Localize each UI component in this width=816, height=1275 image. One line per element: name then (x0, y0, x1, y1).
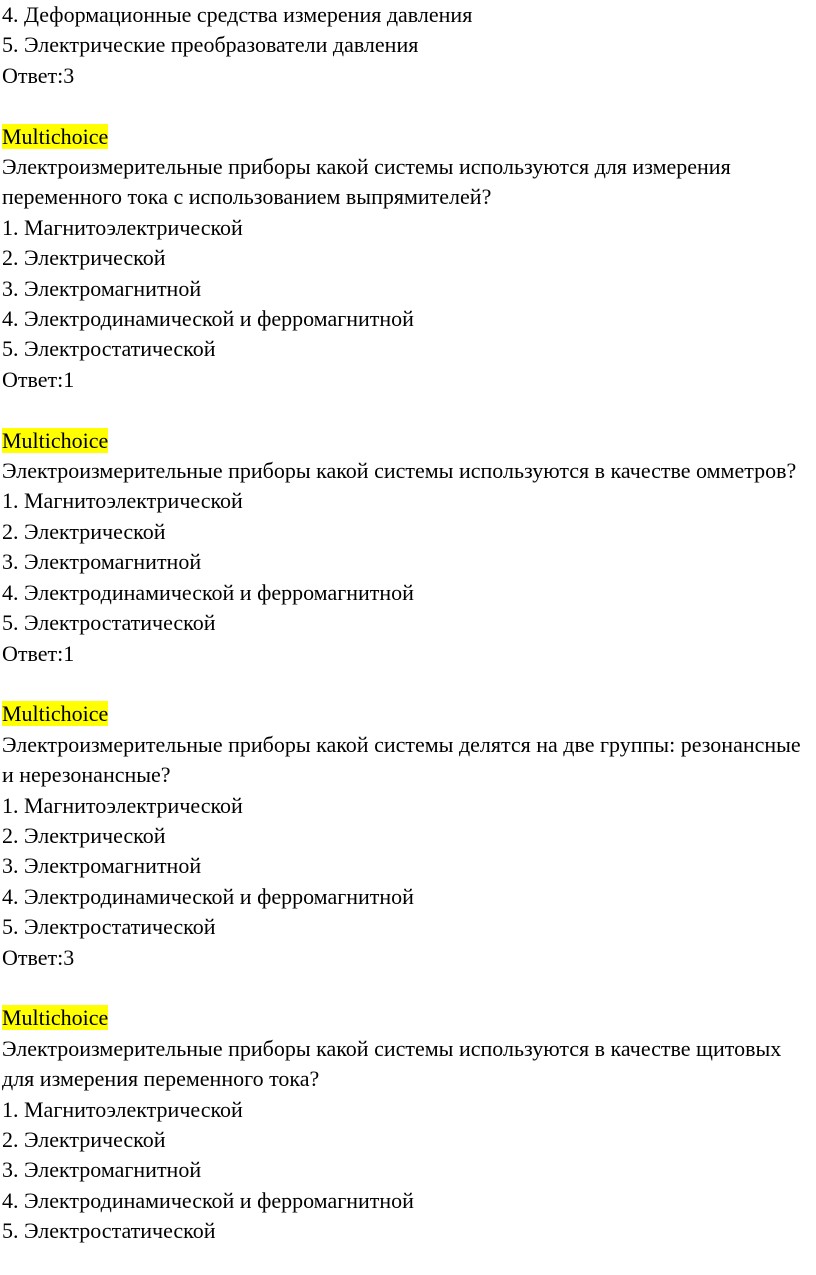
option-item: 5. Электростатической (2, 914, 216, 940)
question-4 (2, 1003, 816, 1246)
option-item: 5. Электростатической (2, 610, 216, 636)
option-item: 1. Магнитоэлектрической (2, 792, 243, 818)
option-item: 3. Электромагнитной (2, 275, 202, 301)
option-item: 5. Электрические преобразователи давления (2, 32, 419, 58)
answer-line: Ответ:3 (2, 62, 75, 88)
spacer (2, 395, 816, 425)
question-type-tag: Multichoice (2, 123, 109, 149)
option-item: 3. Электромагнитной (2, 549, 202, 575)
question-text: Электроизмерительные приборы какой системы используются в качестве щитовых для измерения переменного тока? (2, 1035, 782, 1092)
option-item: 1. Магнитоэлектрической (2, 488, 243, 514)
question-text: Электроизмерительные приборы какой системы делятся на две группы: резонансные и нерезонансные? (2, 731, 801, 788)
option-item: 2. Электрической (2, 245, 166, 271)
answer-line: Ответ:1 (2, 640, 75, 666)
option-item: 1. Магнитоэлектрической (2, 1096, 243, 1122)
option-item: 2. Электрической (2, 822, 166, 848)
question-text: Электроизмерительные приборы какой системы используются для измерения переменного тока с использованием выпрямителей? (2, 154, 731, 210)
answer-line: Ответ:1 (2, 366, 75, 392)
spacer (2, 973, 816, 1003)
option-item: 4. Электродинамической и ферромагнитной (2, 1187, 414, 1213)
question-type-tag: Multichoice (2, 701, 109, 727)
question-3 (2, 699, 816, 973)
option-item: 3. Электромагнитной (2, 1157, 202, 1183)
option-item: 2. Электрической (2, 518, 166, 544)
option-item: 3. Электромагнитной (2, 853, 202, 879)
option-item: 2. Электрической (2, 1126, 166, 1152)
question-type-tag: Multichoice (2, 427, 109, 453)
option-item: 4. Деформационные средства измерения давления (2, 2, 473, 27)
option-item: 5. Электростатической (2, 1218, 216, 1244)
spacer (2, 91, 816, 121)
previous-question-tail (2, 0, 816, 91)
question-2 (2, 426, 816, 669)
question-1 (2, 122, 816, 396)
option-item: 1. Магнитоэлектрической (2, 214, 243, 240)
option-item: 4. Электродинамической и ферромагнитной (2, 883, 414, 909)
question-type-tag: Multichoice (2, 1005, 109, 1031)
option-item: 4. Электродинамической и ферромагнитной (2, 306, 414, 332)
spacer (2, 669, 816, 699)
answer-line: Ответ:3 (2, 944, 75, 970)
option-item: 4. Электродинамической и ферромагнитной (2, 579, 414, 605)
option-item: 5. Электростатической (2, 336, 216, 362)
question-text: Электроизмерительные приборы какой системы используются в качестве омметров? (2, 458, 797, 484)
